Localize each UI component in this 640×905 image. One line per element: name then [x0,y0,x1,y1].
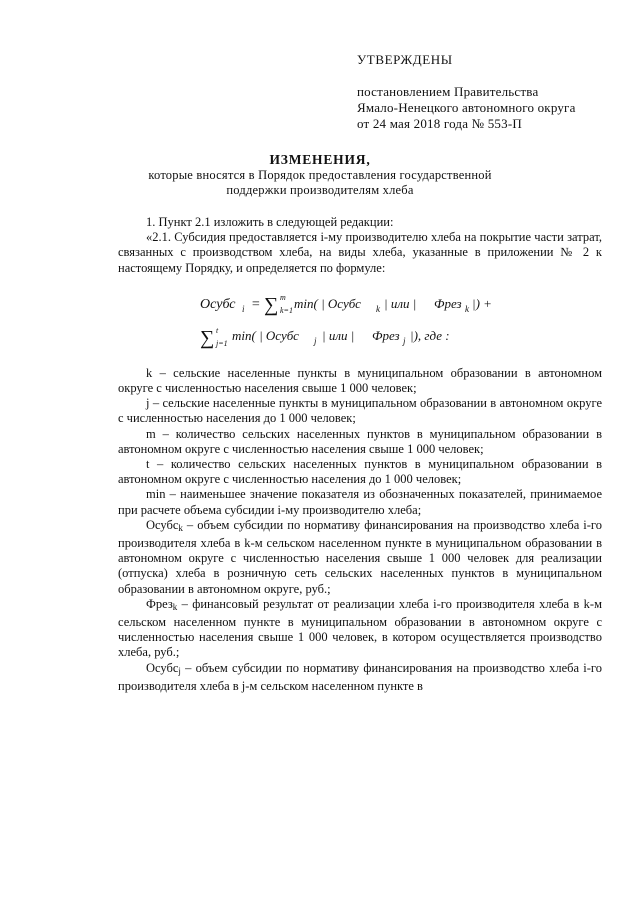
formula-or-1: | или | [384,295,417,311]
document-body [118,215,602,694]
definition-k: k – сельские населенные пункты в муниципальном образовании в автономном округе с численностью населения свыше 1 000 человек; [118,365,602,396]
formula-frez-2: Фрез [372,327,400,343]
osubs-j-sub: j [178,665,181,676]
frez-k-text: – финансовый результат от реализации хлеба i-го производителя хлеба в k-м сельском населенном пункте в муниципальном образовании в автономном округе с численностью населения свыше 1 000 человек, в котором осуществляется производство хлеба, руб.; [118,596,602,660]
document-subtitle-1: которые вносятся в Порядок предоставления государственной [148,168,492,182]
osubs-k-sub: k [178,522,183,533]
formula-sum-1: ∑ [264,293,279,316]
approval-line-1: постановлением Правительства [357,84,539,99]
frez-k-symbol: Фрез [146,596,173,611]
formula-frez1-sub: k [465,303,469,314]
osubs-k-symbol: Осубс [146,517,179,532]
formula-or-2: | или | [322,327,355,343]
approval-stamp [357,52,576,132]
formula-min-1: min( | Осубс [294,295,361,311]
document-title: ИЗМЕНЕНИЯ, [269,152,371,167]
formula-sum1-top: m [280,292,286,302]
formula [118,282,602,360]
definition-min: min – наименьшее значение показателя из обозначенных показателей, принимаемое при расчете объема субсидии i-му производителю хлеба; [118,487,602,517]
formula-sum-2: ∑ [200,326,215,349]
formula-min-2: min( | Осубс [232,327,299,343]
formula-sum2-top: t [216,325,219,335]
formula-sum2-bottom: j=1 [216,338,228,348]
definition-frez-k [118,597,602,661]
document-subtitle-2: поддержки производителям хлеба [226,183,414,197]
definition-t: t – количество сельских населенных пунктов в муниципальном образовании в автономном округе с численностью населения до 1 000 человек; [118,457,602,487]
frez-k-sub: k [172,601,178,612]
formula-min2-sub: j [314,335,317,346]
osubs-j-text: – объем субсидии по нормативу финансирования на производство хлеба i-го производителя хлеба в j-м сельском населенном пункте в [118,660,602,693]
formula-lhs-sub: i [242,303,245,314]
formula-eq: = [251,296,261,312]
item-1: 1. Пункт 2.1 изложить в следующей редакции: [146,215,394,229]
approval-head: УТВЕРЖДЕНЫ [357,52,453,67]
definition-j: j – сельские населенные пункты в муниципальном образовании в автономном округе с численностью населения до 1 000 человек; [118,396,602,426]
definition-m: m – количество сельских населенных пунктов в муниципальном образовании в автономном округе с численностью населения свыше 1 000 человек; [118,426,602,456]
title-block [0,152,640,198]
formula-lhs: Осубс [200,296,236,312]
definition-osubs-k [118,518,602,597]
approval-line-3: от 24 мая 2018 года № 553-П [357,116,522,131]
definition-osubs-j [118,661,602,694]
formula-frez-1: Фрез [434,295,462,311]
osubs-k-text: – объем субсидии по нормативу финансирования на производство хлеба i-го производителя хлеба в k-м сельском населенном пункте в муниципальном образовании в автономном округе с численностью населения свыше 1 000 человек для реализации (отпуска) хлеба в розничную сеть сельских населенных пунктов в муниципальном образовании в автономном округе, руб.; [118,517,602,596]
formula-frez2-sub: j [403,335,406,346]
formula-close-1: |) + [472,295,492,311]
approval-line-2: Ямало-Ненецкого автономного округа [357,100,576,115]
formula-svg [118,282,602,360]
quote-paragraph: «2.1. Субсидия предоставляется i-му производителю хлеба на покрытие части затрат, связанных с производством хлеба, на виды хлеба, указанные в приложении № 2 к настоящему Порядку, и определяется по формуле: [118,230,602,275]
formula-close-2: |), где : [410,327,450,343]
formula-sum1-bottom: k=1 [280,305,293,315]
formula-min1-sub: k [376,303,380,314]
osubs-j-symbol: Осубс [146,660,179,675]
